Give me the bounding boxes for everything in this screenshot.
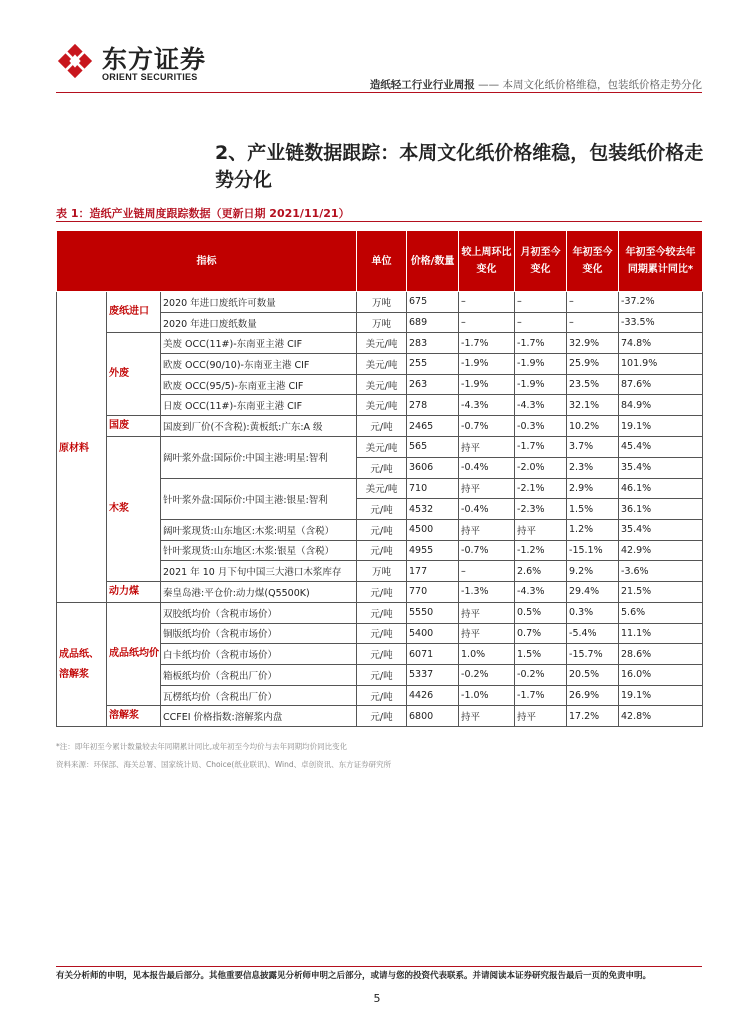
row-ytd: – [567, 312, 619, 333]
row-mtd: -1.7% [515, 685, 567, 706]
table-row [57, 437, 703, 458]
row-value: 689 [407, 312, 459, 333]
header-rule [56, 92, 702, 93]
header-unit: 单位 [357, 231, 407, 292]
row-ytd-yoy: 45.4% [619, 437, 703, 458]
row-value: 675 [407, 292, 459, 313]
subgroup-coal: 动力煤 [107, 581, 161, 602]
row-unit: 元/吨 [357, 519, 407, 540]
row-value: 4532 [407, 499, 459, 520]
row-value: 5550 [407, 602, 459, 623]
row-indicator: 箱板纸均价（含税出厂价） [161, 665, 357, 686]
row-unit: 元/吨 [357, 416, 407, 437]
row-ytd-yoy: 42.8% [619, 706, 703, 727]
row-ytd-yoy: 36.1% [619, 499, 703, 520]
row-wow: -0.4% [459, 457, 515, 478]
row-mtd: -2.0% [515, 457, 567, 478]
row-wow: 1.0% [459, 644, 515, 665]
row-value: 4955 [407, 540, 459, 561]
row-value: 6071 [407, 644, 459, 665]
row-indicator: 美废 OCC(11#)-东南亚主港 CIF [161, 333, 357, 354]
subgroup-foreign-waste: 外废 [107, 333, 161, 416]
header-value: 价格/数量 [407, 231, 459, 292]
row-ytd: 23.5% [567, 374, 619, 395]
row-indicator: 日废 OCC(11#)-东南亚主港 CIF [161, 395, 357, 416]
row-unit: 元/吨 [357, 685, 407, 706]
row-wow: 持平 [459, 478, 515, 499]
footer-rule [56, 966, 702, 967]
row-ytd: -5.4% [567, 623, 619, 644]
table-footnote: *注：即年初至今累计数量较去年同期累计同比,或年初至今均价与去年同期均价同比变化 [56, 742, 348, 751]
row-unit: 万吨 [357, 312, 407, 333]
row-unit: 元/吨 [357, 499, 407, 520]
row-wow: -4.3% [459, 395, 515, 416]
table-row [57, 602, 703, 623]
row-mtd: – [515, 292, 567, 313]
row-ytd-yoy: -37.2% [619, 292, 703, 313]
running-header [370, 77, 702, 92]
group-finished-paper: 成品纸、溶解浆 [57, 602, 107, 726]
row-mtd: -2.3% [515, 499, 567, 520]
row-ytd-yoy: 74.8% [619, 333, 703, 354]
logo-chinese-name: 东方证券 [102, 45, 207, 74]
row-indicator: CCFEI 价格指数:溶解浆内盘 [161, 706, 357, 727]
row-mtd: -1.2% [515, 540, 567, 561]
row-mtd: 0.7% [515, 623, 567, 644]
row-ytd: 2.9% [567, 478, 619, 499]
row-ytd-yoy: 46.1% [619, 478, 703, 499]
row-ytd-yoy: 35.4% [619, 519, 703, 540]
subgroup-dissolving-pulp: 溶解浆 [107, 706, 161, 727]
header-ytd-yoy: 年初至今较去年同期累计同比* [619, 231, 703, 292]
row-wow: – [459, 561, 515, 582]
row-wow: -1.9% [459, 374, 515, 395]
company-logo [56, 38, 216, 88]
row-unit: 美元/吨 [357, 374, 407, 395]
row-value: 255 [407, 354, 459, 375]
row-value: 278 [407, 395, 459, 416]
row-mtd: -0.3% [515, 416, 567, 437]
row-ytd: 32.1% [567, 395, 619, 416]
row-indicator: 阔叶浆现货:山东地区:木浆:明星（含税） [161, 519, 357, 540]
row-wow: -1.9% [459, 354, 515, 375]
table-row [57, 292, 703, 313]
row-indicator: 针叶浆外盘:国际价:中国主港:银星:智利 [161, 478, 357, 519]
row-ytd: 32.9% [567, 333, 619, 354]
row-mtd: -1.7% [515, 437, 567, 458]
row-indicator: 针叶浆现货:山东地区:木浆:银星（含税） [161, 540, 357, 561]
row-indicator: 2020 年进口废纸数量 [161, 312, 357, 333]
row-unit: 美元/吨 [357, 437, 407, 458]
row-ytd: 29.4% [567, 581, 619, 602]
row-ytd-yoy: 21.5% [619, 581, 703, 602]
row-value: 770 [407, 581, 459, 602]
row-ytd-yoy: 5.6% [619, 602, 703, 623]
subgroup-domestic-waste: 国废 [107, 416, 161, 437]
row-wow: -1.3% [459, 581, 515, 602]
row-ytd: – [567, 292, 619, 313]
row-indicator: 欧废 OCC(90/10)-东南亚主港 CIF [161, 354, 357, 375]
row-wow: 持平 [459, 706, 515, 727]
row-wow: -0.7% [459, 540, 515, 561]
row-mtd: -1.7% [515, 333, 567, 354]
row-unit: 美元/吨 [357, 395, 407, 416]
row-mtd: 2.6% [515, 561, 567, 582]
row-indicator: 2020 年进口废纸许可数量 [161, 292, 357, 313]
row-indicator: 欧废 OCC(95/5)-东南亚主港 CIF [161, 374, 357, 395]
row-ytd: -15.1% [567, 540, 619, 561]
row-ytd-yoy: 87.6% [619, 374, 703, 395]
table-row [57, 333, 703, 354]
row-ytd-yoy: -3.6% [619, 561, 703, 582]
row-wow: -0.4% [459, 499, 515, 520]
row-ytd: 26.9% [567, 685, 619, 706]
row-unit: 元/吨 [357, 457, 407, 478]
page-number: 5 [373, 992, 381, 1005]
row-ytd: 0.3% [567, 602, 619, 623]
table-header-row [57, 231, 703, 292]
row-mtd: -1.9% [515, 354, 567, 375]
caption-rule [56, 221, 702, 222]
row-ytd-yoy: 84.9% [619, 395, 703, 416]
row-wow: – [459, 312, 515, 333]
row-ytd: -15.7% [567, 644, 619, 665]
row-ytd: 2.3% [567, 457, 619, 478]
row-mtd: 持平 [515, 706, 567, 727]
subgroup-waste-import: 废纸进口 [107, 292, 161, 333]
row-wow: -0.2% [459, 665, 515, 686]
table-row [57, 706, 703, 727]
row-ytd-yoy: 16.0% [619, 665, 703, 686]
row-ytd: 1.2% [567, 519, 619, 540]
row-unit: 元/吨 [357, 581, 407, 602]
row-value: 283 [407, 333, 459, 354]
row-indicator: 瓦楞纸均价（含税出厂价） [161, 685, 357, 706]
row-ytd: 17.2% [567, 706, 619, 727]
row-ytd-yoy: 28.6% [619, 644, 703, 665]
row-ytd-yoy: 11.1% [619, 623, 703, 644]
row-indicator: 双胶纸均价（含税市场价） [161, 602, 357, 623]
row-value: 565 [407, 437, 459, 458]
industry-chain-table [56, 230, 703, 727]
row-ytd: 25.9% [567, 354, 619, 375]
subgroup-wood-pulp: 木浆 [107, 437, 161, 582]
row-value: 710 [407, 478, 459, 499]
group-raw-materials: 原材料 [57, 292, 107, 603]
row-wow: 持平 [459, 602, 515, 623]
row-value: 2465 [407, 416, 459, 437]
orient-logo-icon [56, 42, 94, 80]
logo-english-name: ORIENT SECURITIES [102, 72, 198, 82]
row-wow: 持平 [459, 437, 515, 458]
row-indicator: 白卡纸均价（含税市场价） [161, 644, 357, 665]
row-indicator: 铜版纸均价（含税市场价） [161, 623, 357, 644]
row-wow: -0.7% [459, 416, 515, 437]
row-value: 4500 [407, 519, 459, 540]
header-ytd: 年初至今变化 [567, 231, 619, 292]
row-unit: 美元/吨 [357, 354, 407, 375]
header-report-name: 造纸轻工行业行业周报 [369, 79, 475, 91]
table-caption: 表 1：造纸产业链周度跟踪数据（更新日期 2021/11/21） [56, 207, 350, 220]
row-unit: 元/吨 [357, 540, 407, 561]
row-value: 4426 [407, 685, 459, 706]
row-value: 6800 [407, 706, 459, 727]
row-value: 3606 [407, 457, 459, 478]
row-unit: 万吨 [357, 561, 407, 582]
row-wow: -1.0% [459, 685, 515, 706]
row-mtd: 持平 [515, 519, 567, 540]
row-mtd: -4.3% [515, 395, 567, 416]
row-mtd: -1.9% [515, 374, 567, 395]
row-indicator: 2021 年 10 月下旬中国三大港口木浆库存 [161, 561, 357, 582]
row-unit: 元/吨 [357, 665, 407, 686]
disclaimer-footer: 有关分析师的申明，见本报告最后部分。其他重要信息披露见分析师申明之后部分，或请与您的投资代表联系。并请阅读本证券研究报告最后一页的免责申明。 [56, 971, 652, 981]
row-wow: -1.7% [459, 333, 515, 354]
row-ytd: 3.7% [567, 437, 619, 458]
row-ytd-yoy: 19.1% [619, 685, 703, 706]
row-ytd: 10.2% [567, 416, 619, 437]
row-ytd: 1.5% [567, 499, 619, 520]
header-subtitle: 本周文化纸价格维稳，包装纸价格走势分化 [502, 79, 702, 91]
row-unit: 美元/吨 [357, 478, 407, 499]
row-ytd: 9.2% [567, 561, 619, 582]
row-value: 5337 [407, 665, 459, 686]
row-ytd-yoy: 42.9% [619, 540, 703, 561]
row-unit: 元/吨 [357, 644, 407, 665]
row-ytd-yoy: 19.1% [619, 416, 703, 437]
row-unit: 元/吨 [357, 602, 407, 623]
row-value: 263 [407, 374, 459, 395]
subgroup-paper-price: 成品纸均价 [107, 602, 161, 705]
row-unit: 万吨 [357, 292, 407, 313]
row-unit: 元/吨 [357, 623, 407, 644]
row-indicator: 国废到厂价(不含税):黄板纸:广东:A 级 [161, 416, 357, 437]
row-ytd-yoy: -33.5% [619, 312, 703, 333]
row-mtd: -4.3% [515, 581, 567, 602]
row-ytd: 20.5% [567, 665, 619, 686]
row-indicator: 阔叶浆外盘:国际价:中国主港:明星:智利 [161, 437, 357, 478]
row-value: 5400 [407, 623, 459, 644]
row-indicator: 秦皇岛港:平仓价:动力煤(Q5500K) [161, 581, 357, 602]
table-row [57, 416, 703, 437]
row-unit: 元/吨 [357, 706, 407, 727]
header-separator: —— [474, 79, 503, 91]
row-mtd: -2.1% [515, 478, 567, 499]
row-wow: – [459, 292, 515, 313]
data-source: 资料来源：环保部、海关总署、国家统计局、Choice(纸业联讯)、Wind、卓创资讯、东方证券研究所 [56, 760, 392, 769]
row-mtd: – [515, 312, 567, 333]
row-mtd: -0.2% [515, 665, 567, 686]
row-mtd: 0.5% [515, 602, 567, 623]
header-wow: 较上周环比变化 [459, 231, 515, 292]
row-mtd: 1.5% [515, 644, 567, 665]
header-indicator: 指标 [57, 231, 357, 292]
row-value: 177 [407, 561, 459, 582]
row-ytd-yoy: 101.9% [619, 354, 703, 375]
table-row [57, 581, 703, 602]
row-unit: 美元/吨 [357, 333, 407, 354]
row-wow: 持平 [459, 623, 515, 644]
row-ytd-yoy: 35.4% [619, 457, 703, 478]
row-wow: 持平 [459, 519, 515, 540]
header-mtd: 月初至今变化 [515, 231, 567, 292]
section-title: 2、产业链数据跟踪：本周文化纸价格维稳，包装纸价格走势分化 [215, 142, 704, 191]
